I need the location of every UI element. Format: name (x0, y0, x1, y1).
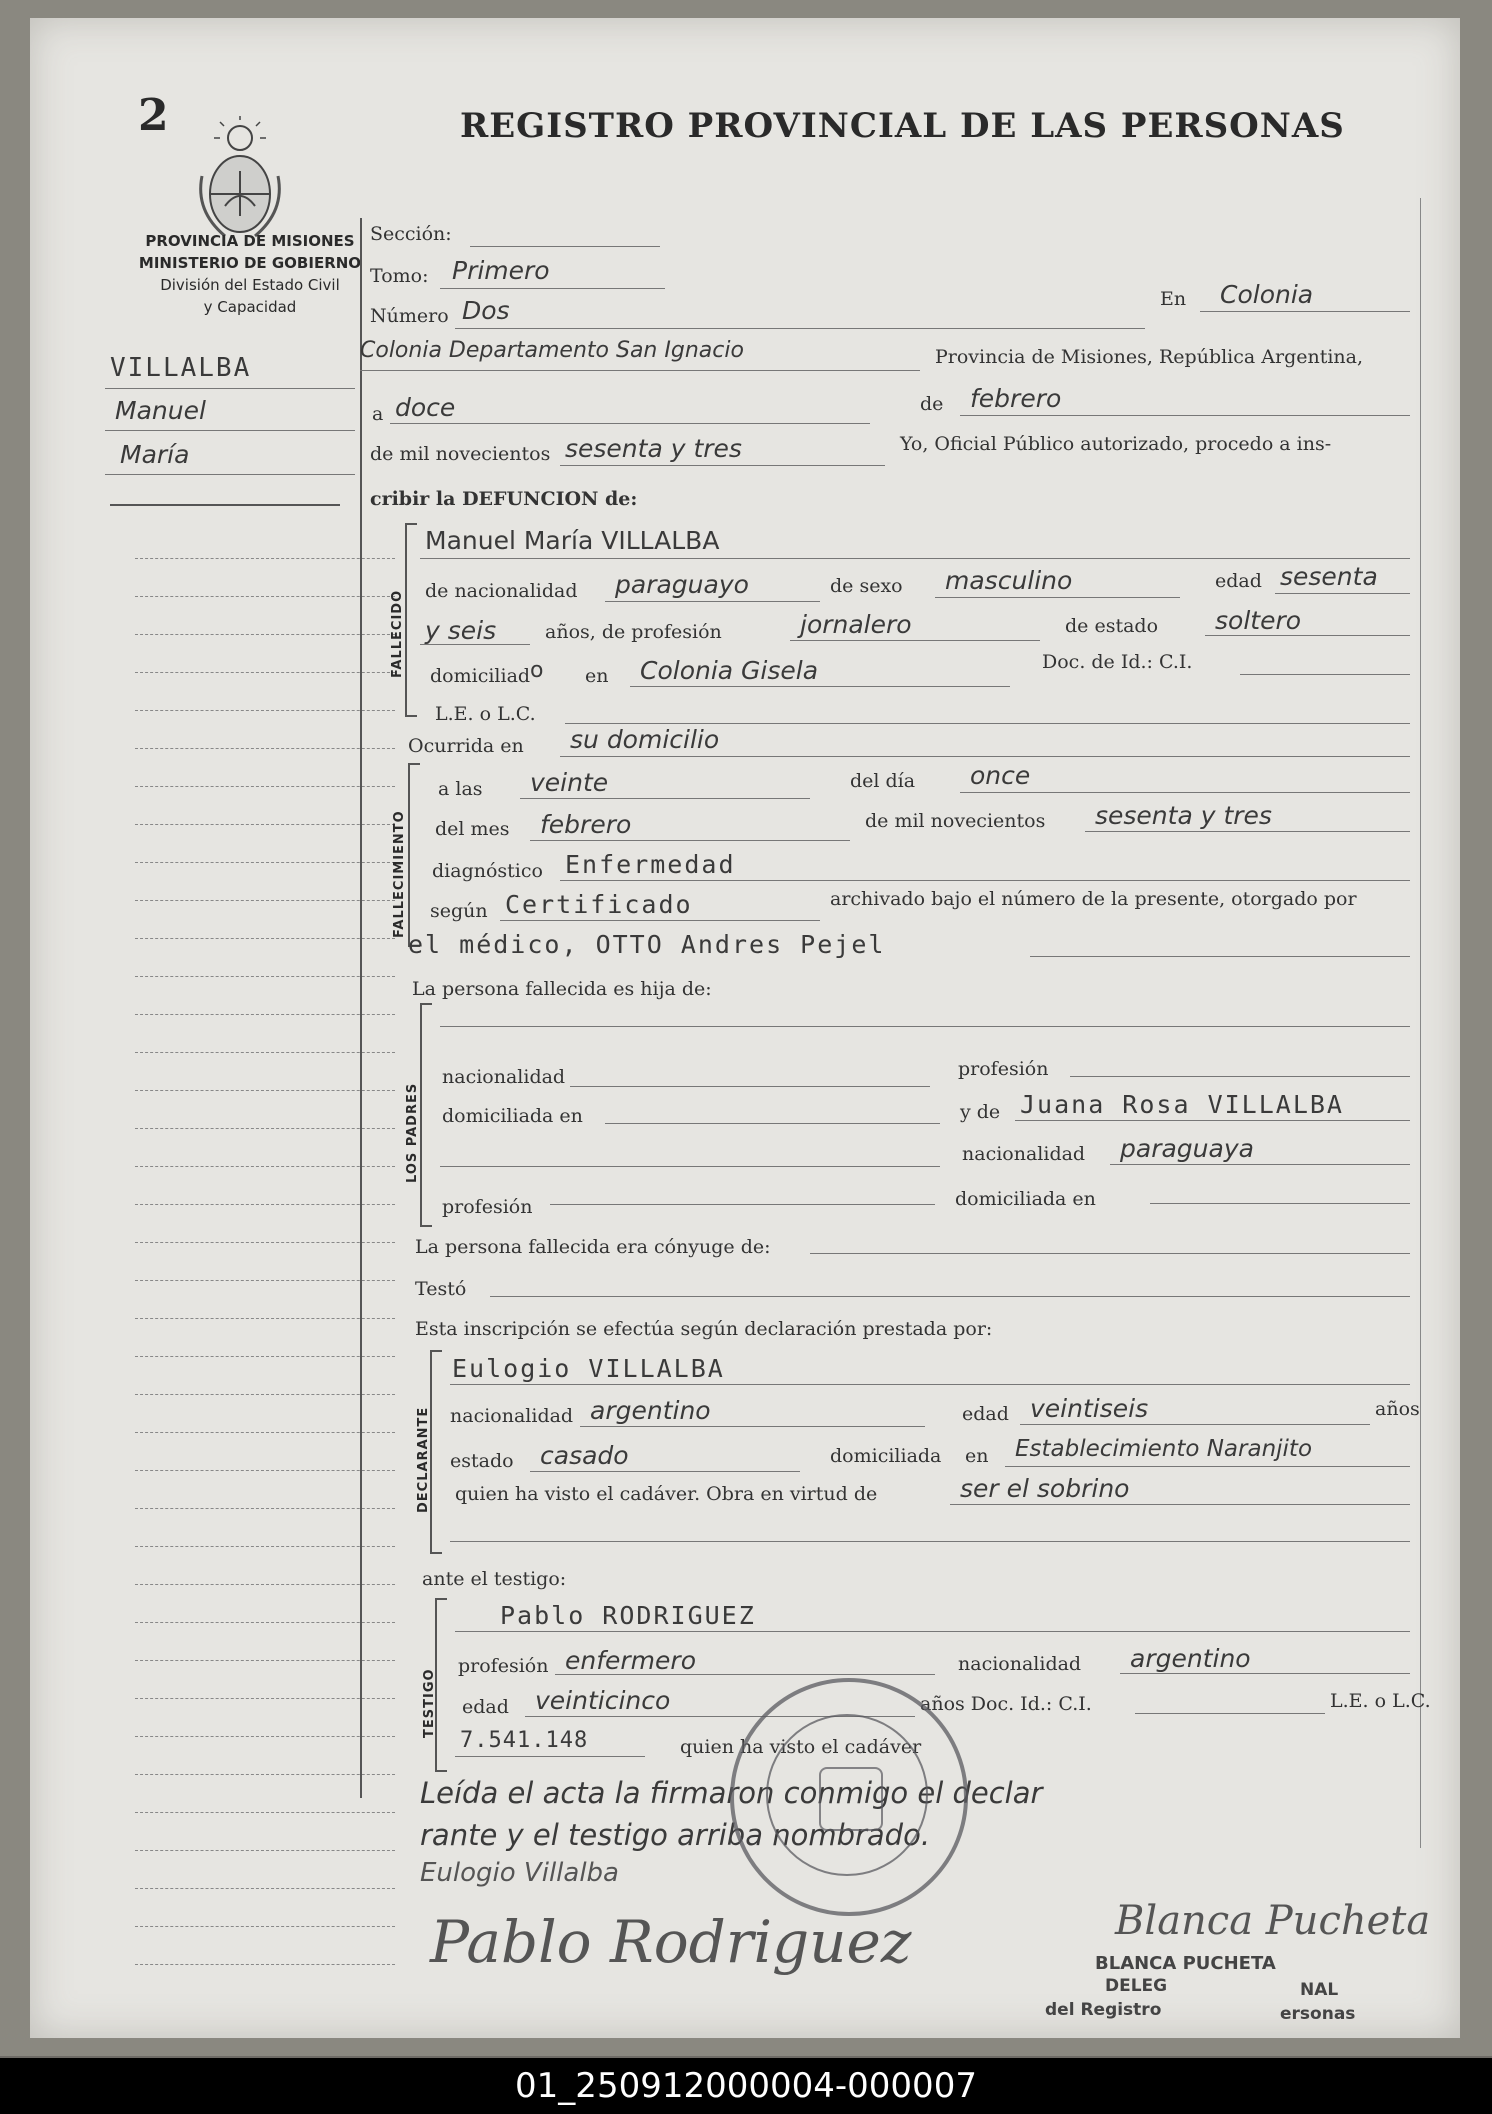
testigo-nacionalidad-label: nacionalidad (958, 1653, 1082, 1675)
testigo-nacionalidad-value: argentino (1130, 1644, 1251, 1673)
medico-value: el médico, OTTO Andres Pejel (408, 930, 886, 959)
dept-division: División del Estado Civil (160, 276, 340, 294)
yo-label: Yo, Oficial Público autorizado, procedo a ins- (900, 433, 1332, 455)
ocurrida-label: Ocurrida en (408, 735, 524, 757)
file-id-caption: 01_250912000004-000007 (0, 2058, 1492, 2114)
department-block (115, 230, 385, 318)
archivado-label: archivado bajo el número de la presente, otorgado por (830, 888, 1357, 910)
mes-value: febrero (970, 384, 1062, 413)
declarante-edad-label: edad (962, 1403, 1009, 1425)
alas-label: a las (438, 778, 483, 800)
numero-value: Dos (462, 296, 510, 325)
anio-value: sesenta y tres (565, 434, 742, 463)
delmes-label: del mes (435, 818, 510, 840)
madre-domiciliada-label: domiciliada en (955, 1188, 1096, 1210)
fallecido-anios-label: años, de profesión (545, 621, 722, 643)
segun-label: según (430, 900, 488, 922)
padres-side-label: LOS PADRES (405, 1082, 420, 1183)
ocurrida-value: su domicilio (570, 725, 720, 754)
seccion-label: Sección: (370, 223, 452, 245)
madre-nacionalidad-label: nacionalidad (962, 1143, 1086, 1165)
segun-value: Certificado (505, 890, 693, 919)
fallecido-domiciliado-label: domiciliad (430, 665, 531, 687)
deldia-label: del día (850, 770, 916, 792)
a-label: a (372, 403, 384, 425)
closing-line-1: Leída el acta la firmaron conmigo el declar (420, 1776, 1043, 1810)
fallecido-side-label: FALLECIDO (390, 589, 405, 678)
dia-value: once (970, 761, 1031, 790)
fallecido-edad-label: edad (1215, 570, 1262, 592)
fallecido-nombre: Manuel María VILLALBA (425, 526, 720, 555)
declarante-quien-label: quien ha visto el cadáver. Obra en virtud de (455, 1483, 878, 1505)
madre-nacionalidad-value: paraguaya (1120, 1134, 1254, 1163)
fallecimiento-side-label: FALLECIMIENTO (392, 810, 407, 938)
diagnostico-label: diagnóstico (432, 860, 543, 882)
testigo-side-label: TESTIGO (422, 1668, 437, 1738)
stamp-line-2: DELEG (1105, 1976, 1168, 1996)
dept-capacity: y Capacidad (203, 298, 297, 316)
declarante-virtud-value: ser el sobrino (960, 1474, 1130, 1503)
fallecido-profesion-value: jornalero (800, 610, 912, 639)
tomo-label: Tomo: (370, 265, 429, 287)
testigo-profesion-value: enfermero (565, 1646, 696, 1675)
testigo-ci-value: 7.541.148 (460, 1728, 589, 1753)
official-seal-icon (730, 1678, 968, 1916)
fallecido-estado-value: soltero (1215, 606, 1302, 635)
declarante-en-label: en (965, 1445, 989, 1467)
testo-label: Testó (415, 1278, 467, 1300)
stamp-line-3: del Registro (1045, 2000, 1162, 2020)
lugar-value: Colonia Departamento San Ignacio (360, 338, 744, 363)
fallecido-edad-value-2: y seis (425, 616, 497, 645)
fallecido-domiciliado-suffix: o (530, 658, 544, 683)
document-page (30, 18, 1460, 2038)
testigo-profesion-label: profesión (458, 1655, 549, 1677)
diagnostico-value: Enfermedad (565, 850, 736, 879)
tomo-value: Primero (452, 256, 550, 285)
declarante-nombre: Eulogio VILLALBA (452, 1354, 725, 1383)
inscribir-label: cribir la DEFUNCION de: (370, 488, 638, 510)
margin-surname: VILLALBA (110, 353, 252, 383)
fallecido-le-label: L.E. o L.C. (435, 703, 536, 725)
fallecido-sexo-label: de sexo (830, 575, 903, 597)
page-number: 2 (138, 90, 169, 141)
conyuge-label: La persona fallecida era cónyuge de: (415, 1236, 771, 1258)
margin-name-2: María (120, 440, 190, 469)
margin-name-1: Manuel (115, 396, 206, 425)
yde-label: y de (960, 1101, 1001, 1123)
en-label: En (1160, 288, 1187, 310)
registry-title: REGISTRO PROVINCIAL DE LAS PERSONAS (460, 106, 1345, 146)
testigo-edad-value: veinticinco (535, 1686, 671, 1715)
fallecido-edad-value: sesenta (1280, 562, 1378, 591)
declarante-side-label: DECLARANTE (416, 1406, 431, 1513)
hija-label: La persona fallecida es hija de: (412, 978, 712, 1000)
testigo-edad-label: edad (462, 1696, 509, 1718)
stamp-line-3b: ersonas (1280, 2004, 1356, 2024)
fallecido-doc-label: Doc. de Id.: C.I. (1042, 651, 1193, 673)
declarante-edad-value: veintiseis (1030, 1394, 1149, 1423)
testigo-le-label: L.E. o L.C. (1330, 1690, 1431, 1712)
fallecimiento-mil-label: de mil novecientos (865, 810, 1046, 832)
signature-declarante: Eulogio Villalba (420, 1858, 619, 1888)
testigo-nombre: Pablo RODRIGUEZ (500, 1601, 756, 1630)
fallecimiento-anio-value: sesenta y tres (1095, 801, 1272, 830)
padre-nacionalidad-label: nacionalidad (442, 1066, 566, 1088)
declarante-nacionalidad-label: nacionalidad (450, 1405, 574, 1427)
declarante-domicilio-value: Establecimiento Naranjito (1015, 1436, 1313, 1462)
fallecido-domicilio-value: Colonia Gisela (640, 656, 819, 685)
dept-province: PROVINCIA DE MISIONES (145, 232, 355, 250)
madre-profesion-label: profesión (442, 1196, 533, 1218)
fallecido-sexo-value: masculino (945, 566, 1073, 595)
dept-ministry: MINISTERIO DE GOBIERNO (138, 254, 362, 272)
closing-line-2: rante y el testigo arriba nombrado. (420, 1818, 931, 1852)
madre-value: Juana Rosa VILLALBA (1020, 1090, 1344, 1119)
declarante-estado-value: casado (540, 1441, 629, 1470)
testigo-ante-label: ante el testigo: (422, 1568, 567, 1590)
fallecido-en-label: en (585, 665, 609, 687)
padre-profesion-label: profesión (958, 1058, 1049, 1080)
declarante-intro-label: Esta inscripción se efectúa según declaración prestada por: (415, 1318, 993, 1340)
stamp-line-2b: NAL (1300, 1980, 1339, 2000)
signature-oficial: Blanca Pucheta (1115, 1898, 1431, 1944)
en-value: Colonia (1220, 280, 1314, 309)
signature-testigo: Pablo Rodriguez (430, 1908, 912, 1976)
declarante-nacionalidad-value: argentino (590, 1396, 711, 1425)
fallecido-estado-label: de estado (1065, 615, 1159, 637)
coat-of-arms-icon (180, 116, 300, 246)
dia-value: doce (395, 393, 456, 422)
declarante-estado-label: estado (450, 1450, 514, 1472)
padre-domiciliada-label: domiciliada en (442, 1105, 583, 1127)
fallecido-nacionalidad-value: paraguayo (615, 570, 749, 599)
testigo-anios-doc-label: años Doc. Id.: C.I. (920, 1693, 1092, 1715)
stamp-name: BLANCA PUCHETA (1095, 1953, 1276, 1974)
mil-label: de mil novecientos (370, 443, 551, 465)
hora-value: veinte (530, 768, 609, 797)
fallecido-nacionalidad-label: de nacionalidad (425, 580, 578, 602)
testigo-quien-label: quien ha visto el cadáver (680, 1736, 922, 1758)
fallecimiento-mes-value: febrero (540, 810, 632, 839)
provincia-label: Provincia de Misiones, República Argentina, (935, 346, 1364, 368)
numero-label: Número (370, 305, 449, 327)
de-label: de (920, 393, 944, 415)
declarante-domiciliada-label: domiciliada (830, 1445, 942, 1467)
declarante-anios-label: años (1375, 1398, 1420, 1420)
